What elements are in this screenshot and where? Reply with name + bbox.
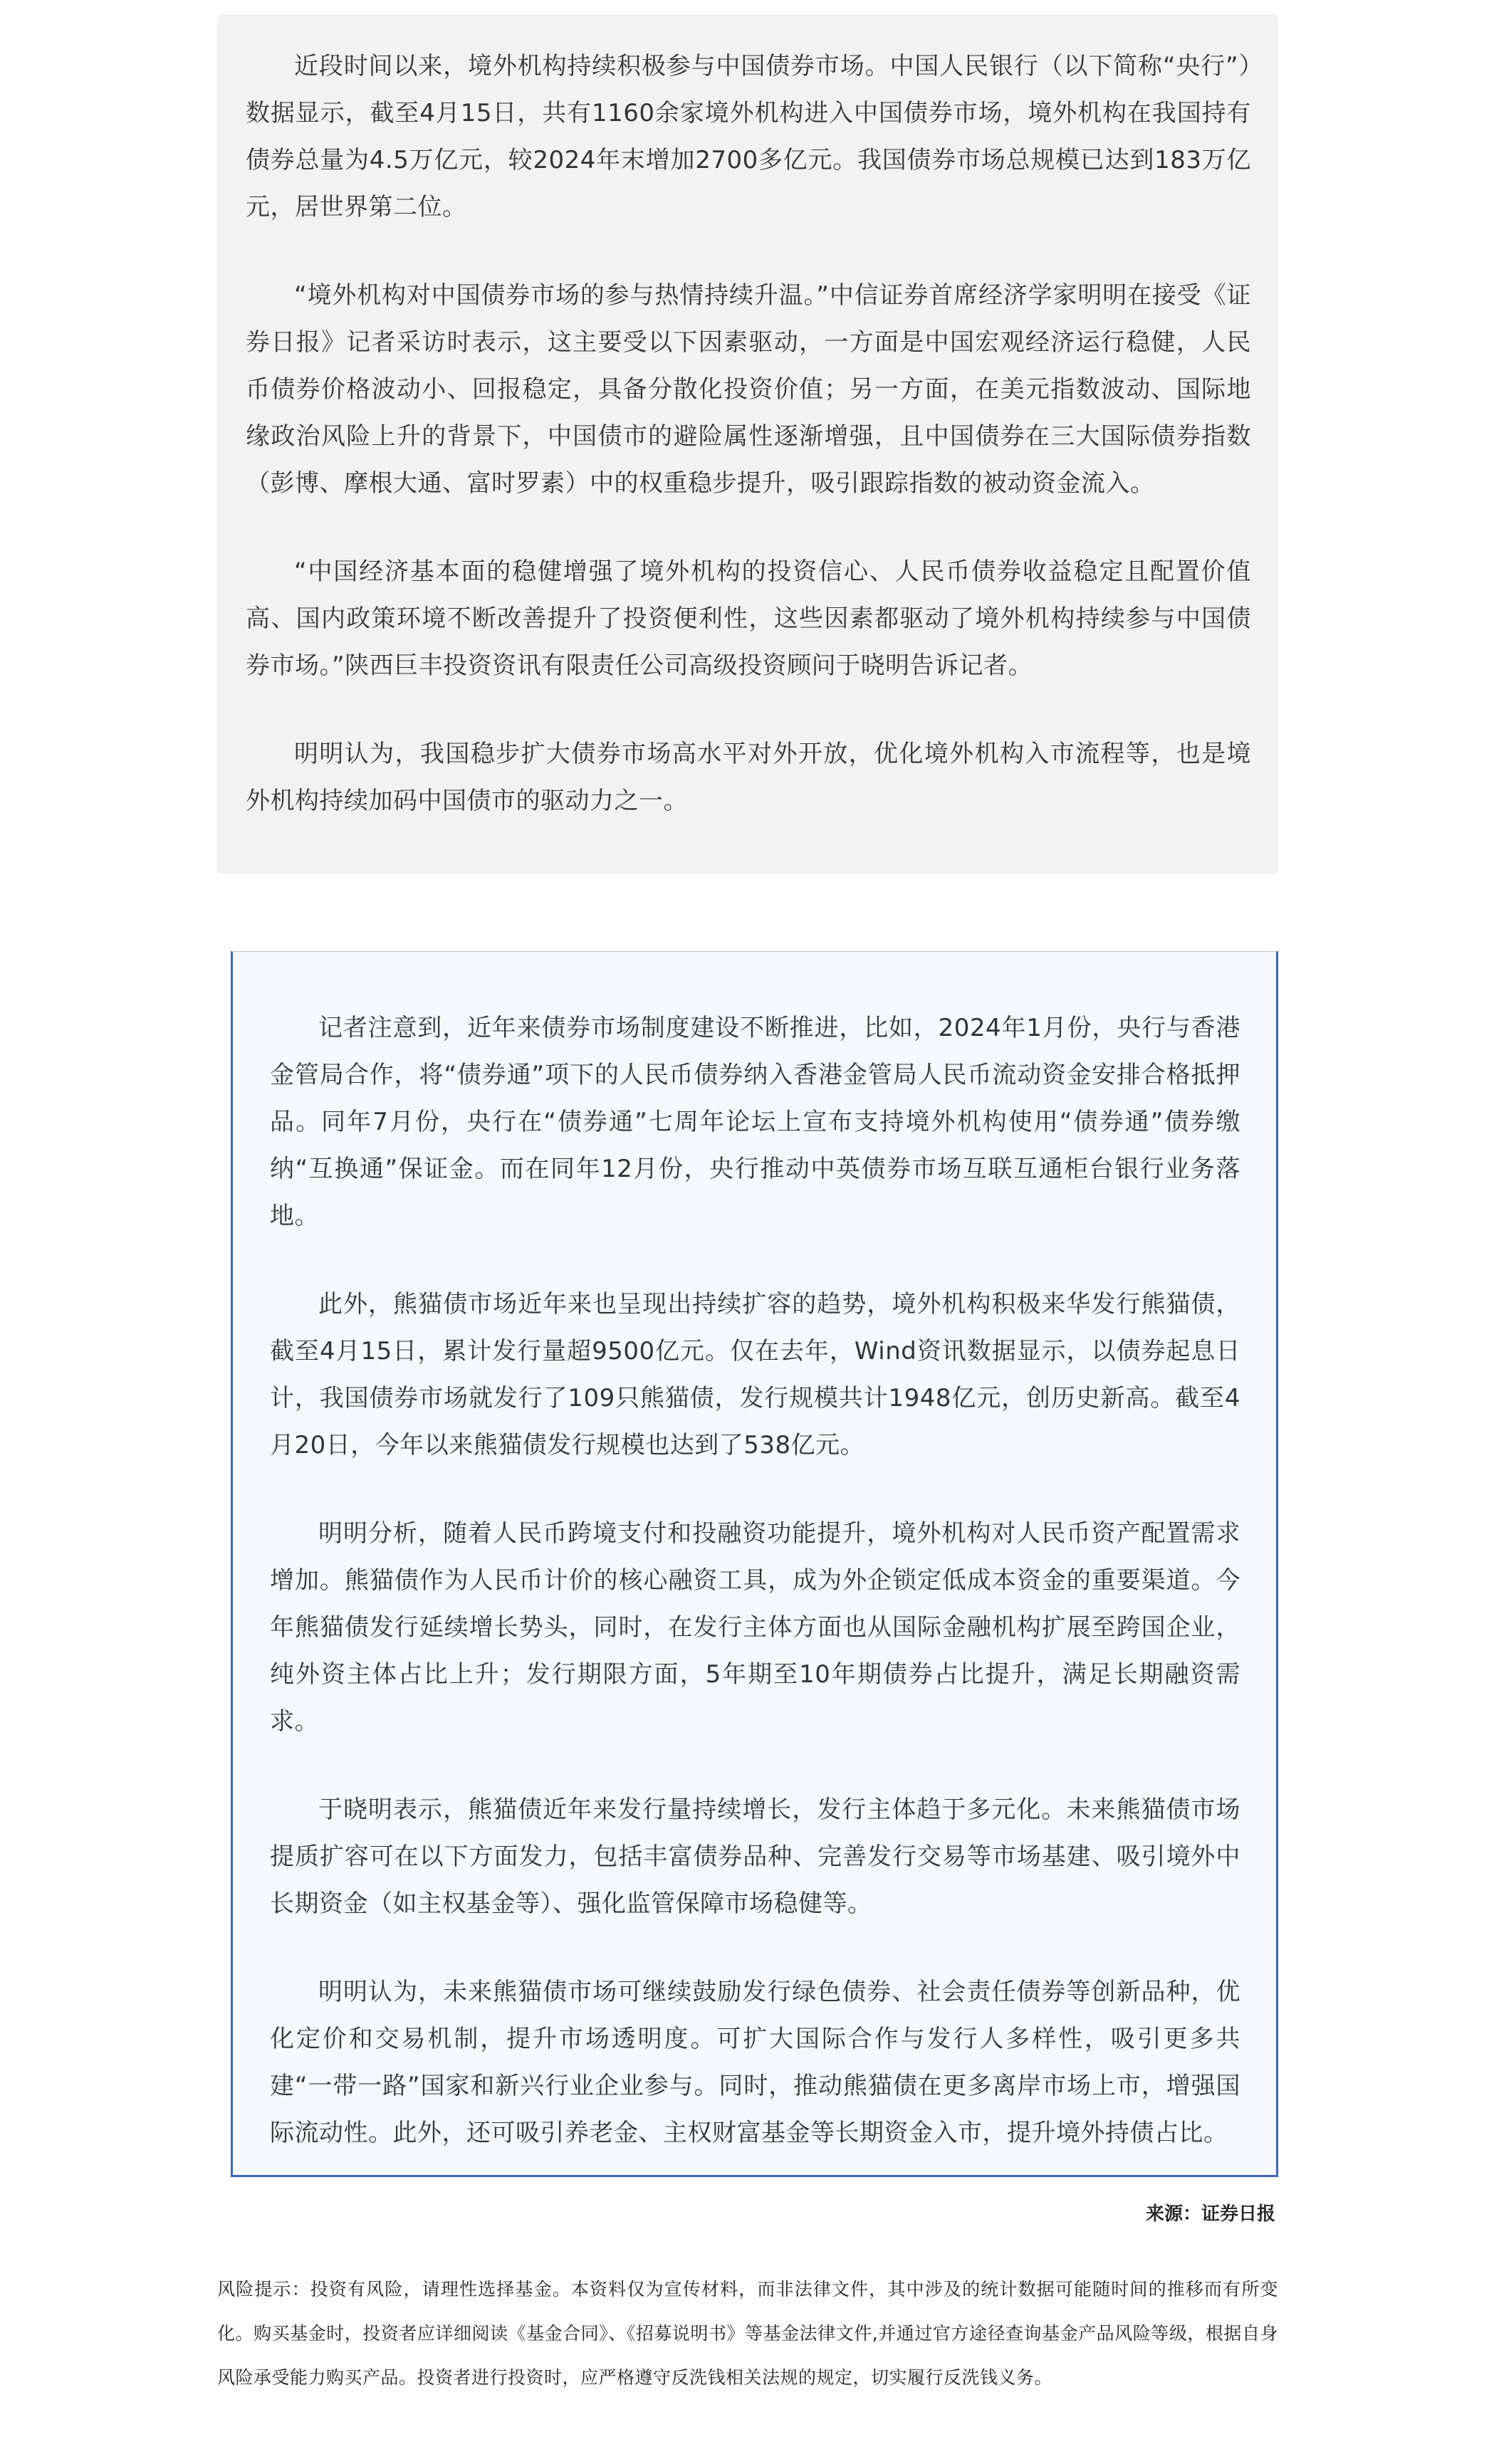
paragraph: 记者注意到，近年来债券市场制度建设不断推进，比如，2024年1月份，央行与香港金管局合作，将“债券通”项下的人民币债券纳入香港金管局人民币流动资金安排合格抵押品。同年7月份，央行在“债券通”七周年论坛上宣布支持境外机构使用“债券通”债券缴纳“互换通”保证金。而在同年12月份，央行推动中英债券市场互联互通柜台银行业务落地。 — [270, 1014, 1240, 1230]
paragraph: 明明认为，未来熊猫债市场可继续鼓励发行绿色债券、社会责任债券等创新品种，优化定价和交易机制，提升市场透明度。可扩大国际合作与发行人多样性，吸引更多共建“一带一路”国家和新兴行业企业参与。同时，推动熊猫债在更多离岸市场上市，增强国际流动性。此外，还可吸引养老金、主权财富基金等长期资金入市，提升境外持债占比。 — [270, 1978, 1240, 2147]
paragraph: 明明分析，随着人民币跨境支付和投融资功能提升，境外机构对人民币资产配置需求增加。熊猫债作为人民币计价的核心融资工具，成为外企锁定低成本资金的重要渠道。今年熊猫债发行延续增长势头，同时，在发行主体方面也从国际金融机构扩展至跨国企业，纯外资主体占比上升；发行期限方面，5年期至10年期债券占比提升，满足长期融资需求。 — [270, 1519, 1240, 1736]
article-block-gray — [217, 14, 1278, 874]
source-credit: 来源：证券日报 — [1145, 2203, 1275, 2225]
paragraph: 明明认为，我国稳步扩大债券市场高水平对外开放，优化境外机构入市流程等，也是境外机构持续加码中国债市的驱动力之一。 — [246, 740, 1251, 815]
article-block-highlight — [231, 951, 1278, 2177]
paragraph: 于晓明表示，熊猫债近年来发行量持续增长，发行主体趋于多元化。未来熊猫债市场提质扩容可在以下方面发力，包括丰富债券品种、完善发行交易等市场基建、吸引境外中长期资金（如主权基金等）、强化监管保障市场稳健等。 — [270, 1795, 1240, 1918]
paragraph: “境外机构对中国债券市场的参与热情持续升温。”中信证券首席经济学家明明在接受《证券日报》记者采访时表示，这主要受以下因素驱动，一方面是中国宏观经济运行稳健，人民币债券价格波动小、回报稳定，具备分散化投资价值；另一方面，在美元指数波动、国际地缘政治风险上升的背景下，中国债市的避险属性逐渐增强，且中国债券在三大国际债券指数（彭博、摩根大通、富时罗素）中的权重稳步提升，吸引跟踪指数的被动资金流入。 — [246, 281, 1251, 498]
paragraph: “中国经济基本面的稳健增强了境外机构的投资信心、人民币债券收益稳定且配置价值高、国内政策环境不断改善提升了投资便利性，这些因素都驱动了境外机构持续参与中国债券市场。”陕西巨丰投资资讯有限责任公司高级投资顾问于晓明告诉记者。 — [246, 557, 1251, 680]
paragraph: 此外，熊猫债市场近年来也呈现出持续扩容的趋势，境外机构积极来华发行熊猫债，截至4月15日，累计发行量超9500亿元。仅在去年，Wind资讯数据显示，以债券起息日计，我国债券市场就发行了109只熊猫债，发行规模共计1948亿元，创历史新高。截至4月20日，今年以来熊猫债发行规模也达到了538亿元。 — [270, 1290, 1240, 1459]
risk-disclaimer: 风险提示：投资有风险，请理性选择基金。本资料仅为宣传材料，而非法律文件，其中涉及的统计数据可能随时间的推移而有所变化。购买基金时，投资者应详细阅读《基金合同》、《招募说明书》等基金法律文件,并通过官方途径查询基金产品风险等级，根据自身风险承受能力购买产品。投资者进行投资时，应严格遵守反洗钱相关法规的规定，切实履行反洗钱义务。 — [217, 2279, 1278, 2388]
paragraph: 近段时间以来，境外机构持续积极参与中国债券市场。中国人民银行（以下简称“央行”）数据显示，截至4月15日，共有1160余家境外机构进入中国债券市场，境外机构在我国持有债券总量为4.5万亿元，较2024年末增加2700多亿元。我国债券市场总规模已达到183万亿元，居世界第二位。 — [246, 52, 1251, 221]
